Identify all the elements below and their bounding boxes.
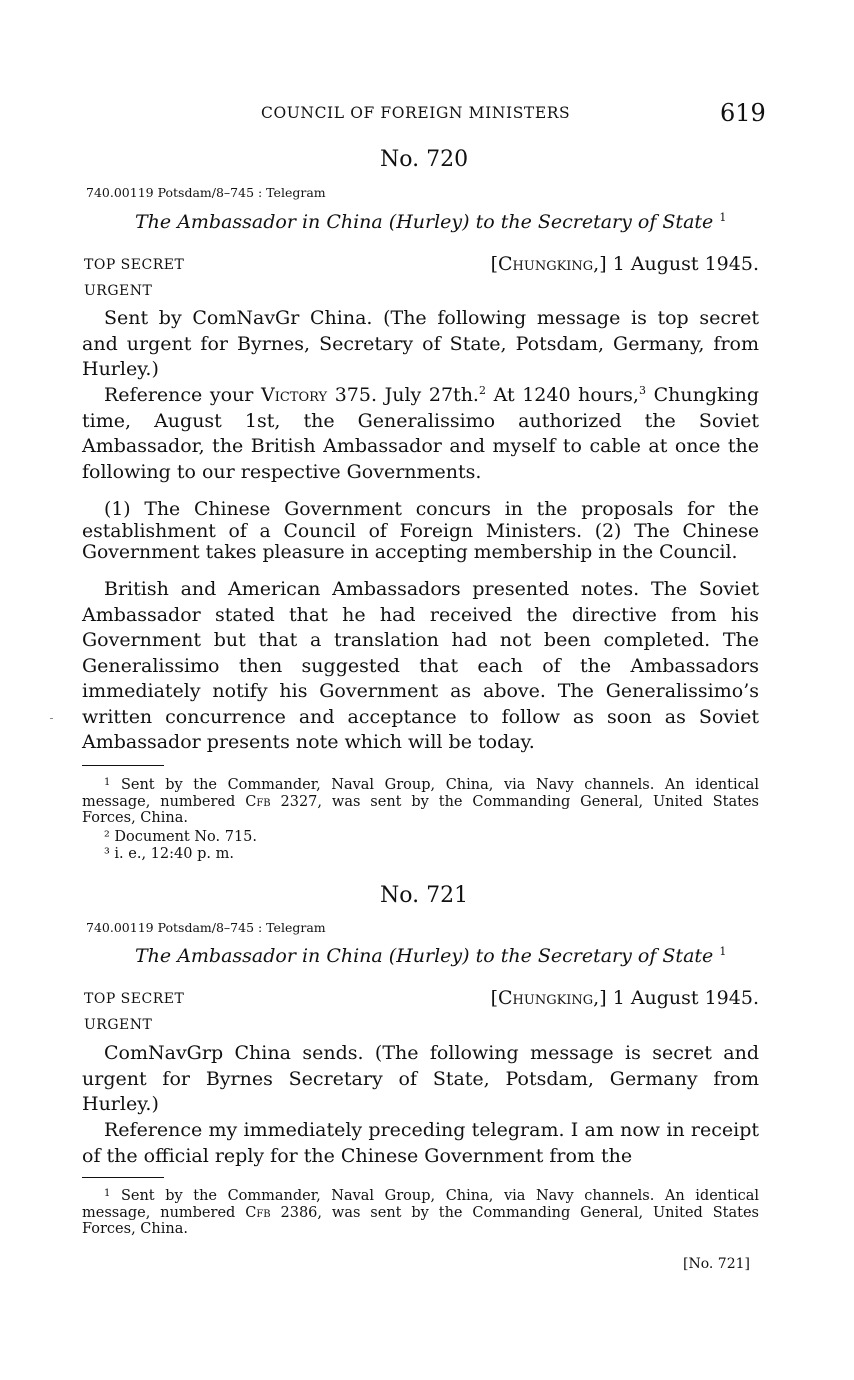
file-reference: 740.00119 Potsdam/8–745 : Telegram [86,185,326,200]
body-paragraph: ComNavGrp China sends. (The following message is secret and urgent for Byrnes Secretary of State, Potsdam, Germany from Hurley.) [82,1042,759,1115]
body-paragraph: Reference your Victory 375. July 27th.$^2$ At 1240 hours,$^3$ Chungking time, August 1st, the Generalissimo authorized the Soviet Ambassador, the British Ambassador and myself to cable at once the following to our respective Governments. [82,384,759,483]
dateline-place: Chungking, [497,253,600,275]
footnote: ³ i. e., 12:40 p. m. [104,846,234,862]
body-paragraph: Reference my immediately preceding telegram. I am now in receipt of the official reply for the Chinese Government from the [82,1119,759,1167]
page-footer-marker: [No. 721] [683,1256,750,1272]
footnote: ² Document No. 715. [104,829,258,845]
document-title [135,211,726,233]
classification-urgent: URGENT [84,283,153,299]
dateline: [Chungking,] 1 August 1945. [490,987,759,1009]
classification-top-secret: TOP SECRET [84,991,185,1007]
document-number: No. 721 [380,883,469,908]
document-number: No. 720 [380,147,469,172]
footnote: $^1$ Sent by the Commander, Naval Group, China, via Navy channels. An identical message, numbered Cfb 2327, was sent by the Commanding General, United States Forces, China. [82,777,759,826]
body-paragraph: Sent by ComNavGr China. (The following message is top secret and urgent for Byrnes, Secretary of State, Potsdam, Germany, from Hurley.) [82,307,759,380]
footnote-rule [82,1177,164,1178]
footnote: $^1$ Sent by the Commander, Naval Group, China, via Navy channels. An identical message, numbered Cfb 2386, was sent by the Commanding General, United States Forces, China. [82,1188,759,1237]
document-title-text: The Ambassador in China (Hurley) to the Secretary of State [135,211,714,233]
running-head: COUNCIL OF FOREIGN MINISTERS [261,104,571,122]
page-number: 619 [720,99,766,127]
footnote-ref: 1 [719,945,727,958]
body-paragraph: British and American Ambassadors presented notes. The Soviet Ambassador stated that he had received the directive from his Government but that a translation had not been completed. The Generalissimo then suggested that each of the Ambassadors immediately notify his Government as above. The Generalissimo’s written concurrence and acceptance to follow as soon as Soviet Ambassador presents note which will be today. [82,578,759,753]
quoted-message: (1) The Chinese Government concurs in the proposals for the establishment of a Council of Foreign Ministers. (2) The Chinese Government takes pleasure in accepting membership in the Council. [82,499,759,563]
scan-mark [50,718,53,719]
footnote-ref: 1 [719,211,727,224]
classification-urgent: URGENT [84,1017,153,1033]
dateline-date: 1 August 1945. [612,253,759,275]
dateline-place: Chungking, [497,987,600,1009]
dateline: [Chungking,] 1 August 1945. [490,253,759,275]
classification-top-secret: TOP SECRET [84,257,185,273]
dateline-date: 1 August 1945. [612,987,759,1009]
document-title-text: The Ambassador in China (Hurley) to the Secretary of State [135,945,714,967]
footnote-rule [82,765,164,766]
file-reference: 740.00119 Potsdam/8–745 : Telegram [86,920,326,935]
document-title [135,945,726,967]
